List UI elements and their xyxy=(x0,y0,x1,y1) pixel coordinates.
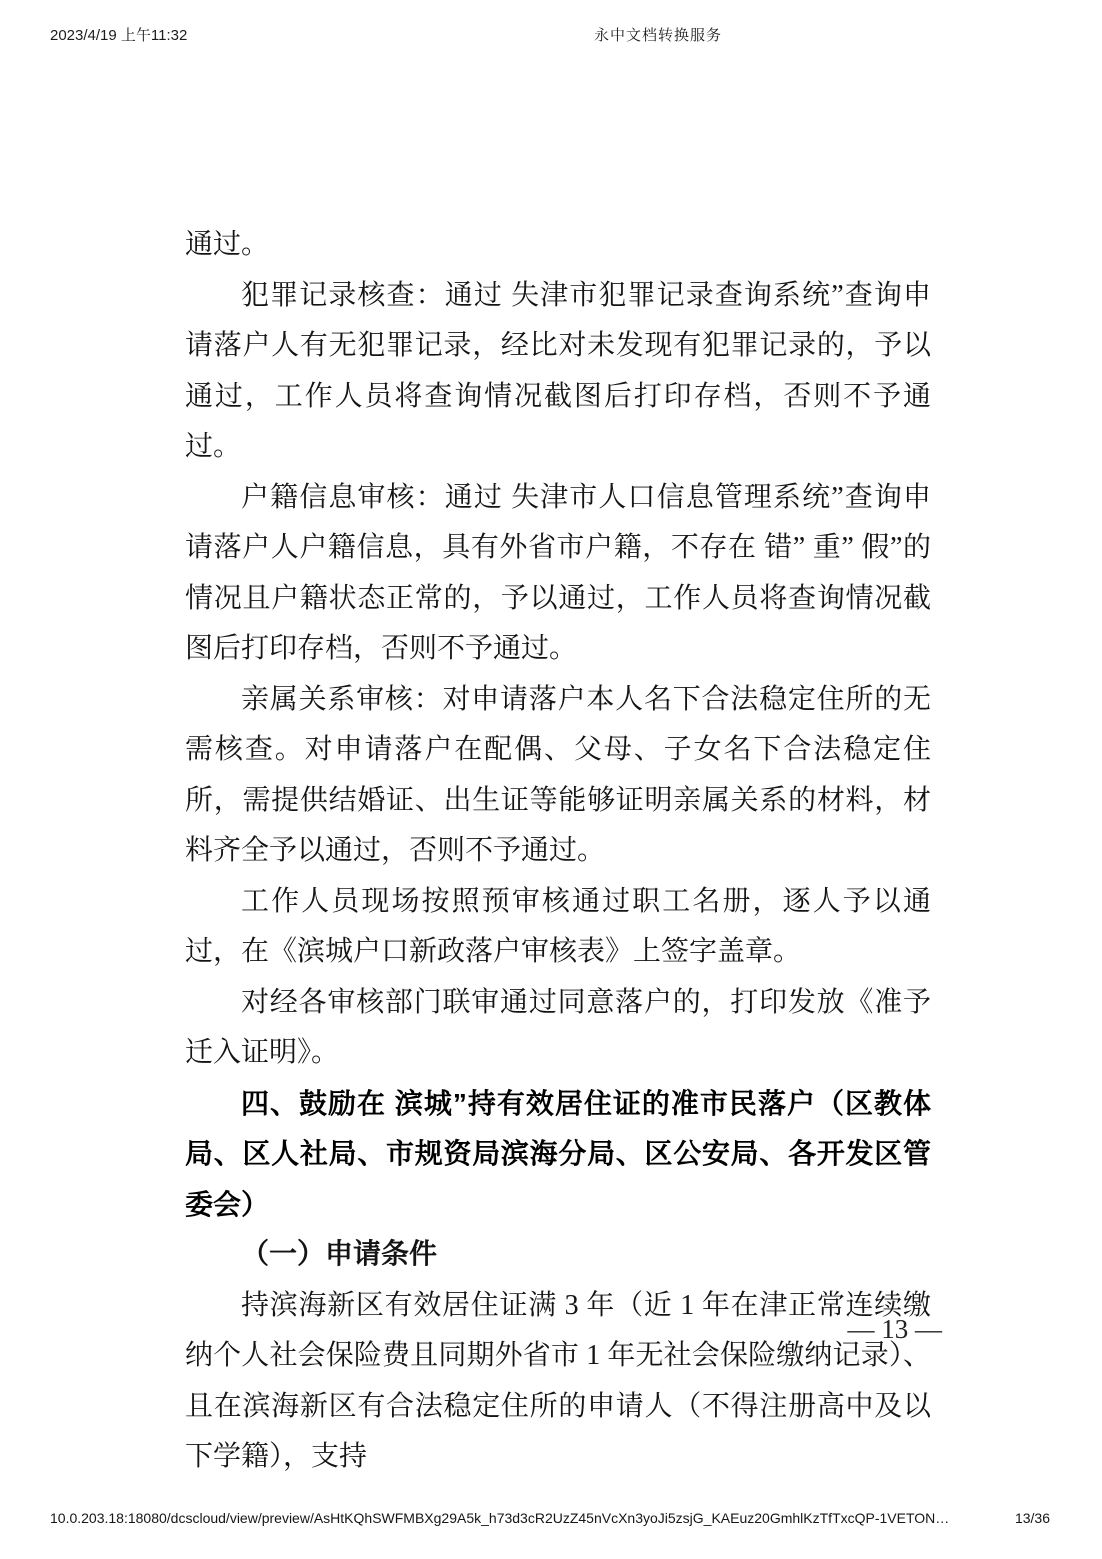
page-header xyxy=(50,24,1052,44)
paragraph-body: 犯罪记录核查：通过 失津市犯罪记录查询系统”查询申请落户人有无犯罪记录，经比对未发现有犯罪记录的，予以通过，工作人员将查询情况截图后打印存档，否则不予通过。 xyxy=(185,279,931,462)
paragraph-heading: 四、鼓励在 滨城”持有效居住证的准市民落户（区教体局、区人社局、市规资局滨海分局、区公安局、各开发区管委会） xyxy=(185,1087,931,1220)
paragraph-body: 对经各审核部门联审通过同意落户的，打印发放《准予迁入证明》。 xyxy=(185,986,931,1068)
page-number: — 13 — xyxy=(847,1314,942,1344)
paragraph-body: 持滨海新区有效居住证满 3 年（近 1 年在津正常连续缴纳个人社会保险费且同期外省市 1 年无社会保险缴纳记录）、且在滨海新区有合法稳定住所的申请人（不得注册高中及以下学籍），支持 xyxy=(185,1289,931,1472)
paragraph-body: 户籍信息审核：通过 失津市人口信息管理系统”查询申请落户人户籍信息，具有外省市户籍，不存在 错” 重” 假”的情况且户籍状态正常的，予以通过，工作人员将查询情况截图后打印存档，否则不予通过。 xyxy=(185,481,931,664)
paragraph-body: 亲属关系审核：对申请落户本人名下合法稳定住所的无需核查。对申请落户在配偶、父母、子女名下合法稳定住所，需提供结婚证、出生证等能够证明亲属关系的材料，材料齐全予以通过，否则不予通过。 xyxy=(185,683,931,866)
header-datetime: 2023/4/19 上午11:32 xyxy=(50,27,188,44)
header-title: 永中文档转换服务 xyxy=(594,27,723,44)
footer-page-indicator: 13/36 xyxy=(1014,1510,1050,1526)
paragraph-body: 工作人员现场按照预审核通过职工名册，逐人予以通过，在《滨城户口新政落户审核表》上签字盖章。 xyxy=(185,885,931,967)
page-footer xyxy=(50,1510,1050,1526)
paragraph-subheading: （一）申请条件 xyxy=(241,1239,438,1270)
paragraph-body: 通过。 xyxy=(185,229,270,260)
document-body xyxy=(185,220,931,1483)
footer-url: 10.0.203.18:18080/dcscloud/view/preview/AsHtKQhSWFMBXg29A5k_h73d3cR2UzZ45nVcXn3yoJi5zsjG_KAEuz20GmhlKzTfTxcQP-1VETON… xyxy=(50,1510,950,1526)
